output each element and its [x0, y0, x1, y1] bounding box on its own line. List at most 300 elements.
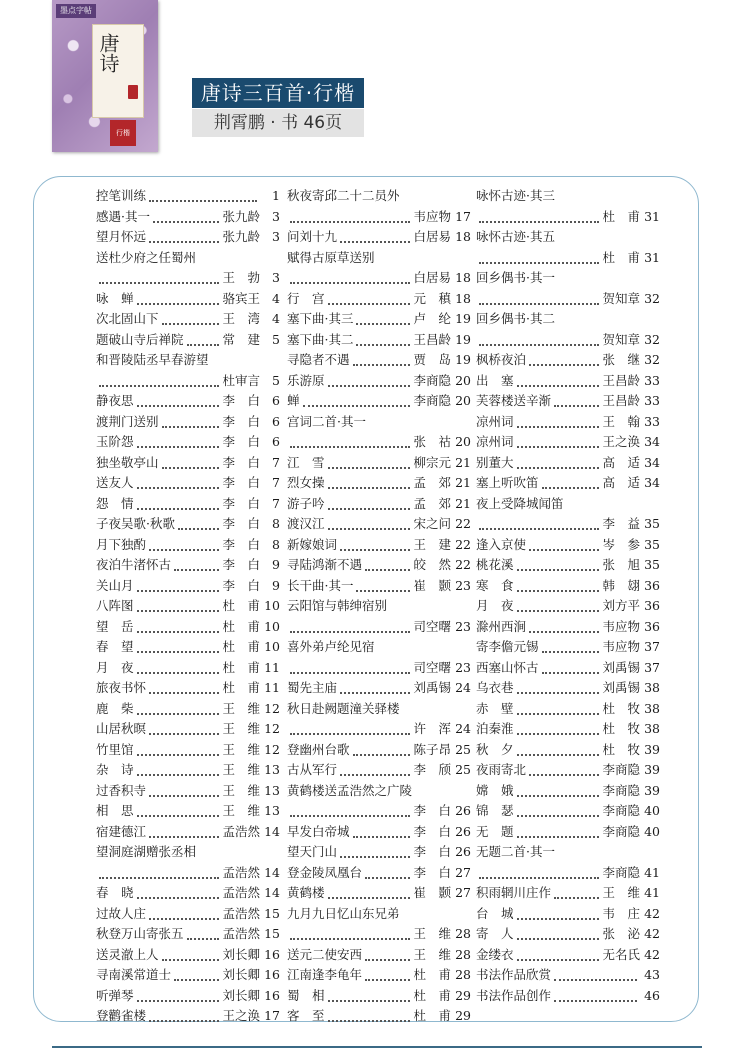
toc-entry-page: 34: [644, 454, 660, 470]
toc-entry-author: 孟浩然: [222, 926, 260, 941]
toc-entry: [96, 473, 280, 494]
cover-tag: 行楷: [110, 120, 136, 146]
toc-entry-page: 41: [644, 885, 660, 900]
toc-entry: [96, 350, 280, 371]
dot-leader: [137, 403, 220, 407]
toc-entry-title: 咏 蝉: [96, 290, 134, 306]
dot-leader: [187, 936, 220, 940]
toc-entry: [96, 617, 280, 638]
toc-entry-title: 塞上听吹笛: [476, 475, 539, 490]
toc-entry: [287, 965, 471, 986]
toc-entry-title: 关山月: [96, 577, 134, 593]
toc-entry-page: 38: [644, 700, 660, 716]
toc-entry-author: 白居易: [413, 270, 451, 285]
toc-entry-title: 凉州词: [476, 413, 514, 429]
toc-entry: [96, 555, 280, 576]
toc-entry: [287, 268, 471, 289]
toc-entry: [476, 678, 660, 699]
toc-entry-page: 21: [455, 454, 471, 470]
toc-entry: [476, 842, 660, 863]
toc-entry-page: 19: [455, 331, 471, 347]
toc-entry: [476, 432, 660, 453]
toc-entry-author: 李 白: [222, 516, 260, 531]
toc-entry-page: 8: [272, 516, 280, 531]
toc-entry-title: 春 望: [96, 639, 134, 654]
toc-entry-title: 望 岳: [96, 618, 134, 634]
toc-entry-title: 寻隐者不遇: [287, 352, 350, 367]
dot-leader: [137, 444, 220, 448]
toc-entry: [287, 350, 471, 371]
toc-entry: [287, 309, 471, 330]
toc-entry-title: 台 城: [476, 905, 514, 921]
toc-entry-page: 13: [264, 762, 280, 777]
toc-entry: [287, 289, 471, 310]
dot-leader: [290, 219, 410, 223]
toc-entry-title: 望洞庭湖赠张丞相: [96, 844, 197, 859]
toc-entry-title: 咏怀古迹·其五: [476, 229, 555, 244]
toc-entry-page: 31: [644, 249, 660, 265]
toc-entry-author: 张 旭: [602, 557, 640, 572]
toc-entry-author: 杜 甫: [413, 987, 451, 1003]
toc-entry-author: 李商隐: [602, 823, 640, 839]
dot-leader: [542, 485, 600, 489]
dot-leader: [162, 424, 220, 428]
dot-leader: [479, 875, 599, 879]
toc-entry: [96, 514, 280, 535]
toc-entry: [476, 699, 660, 720]
dot-leader: [340, 239, 410, 243]
toc-entry-title: 江南逢李龟年: [287, 967, 363, 982]
toc-entry-title: 竹里馆: [96, 741, 134, 757]
toc-entry-author: 刘长卿: [222, 987, 260, 1003]
toc-entry-title: 过故人庄: [96, 905, 147, 921]
toc-entry-author: 李 白: [222, 413, 260, 429]
toc-entry-page: 35: [644, 536, 660, 552]
toc-entry-title: 旅夜书怀: [96, 680, 147, 695]
toc-entry: [96, 1006, 280, 1027]
toc-entry-author: 李 白: [222, 577, 260, 593]
toc-entry: [287, 883, 471, 904]
toc-entry: [476, 453, 660, 474]
dot-leader: [365, 957, 410, 961]
toc-entry-page: 7: [272, 495, 280, 511]
dot-leader: [554, 895, 599, 899]
dot-leader: [149, 793, 219, 797]
toc-entry-title: 乌衣巷: [476, 680, 514, 695]
toc-entry-title: 逢入京使: [476, 536, 527, 552]
toc-entry-author: 王昌龄: [602, 393, 640, 408]
dot-leader: [290, 936, 410, 940]
toc-entry-title: 行 宫: [287, 290, 325, 306]
toc-entry-author: 杜 甫: [222, 618, 260, 634]
toc-entry-author: 刘方平: [602, 598, 640, 613]
toc-entry-page: 13: [264, 782, 280, 798]
toc-entry-title: 听弹琴: [96, 987, 134, 1003]
toc-entry: [287, 658, 471, 679]
toc-entry: [96, 945, 280, 966]
toc-entry-title: 塞下曲·其三: [287, 311, 354, 326]
toc-entry-title: 八阵图: [96, 598, 134, 613]
dot-leader: [365, 977, 410, 981]
toc-entry-page: 46: [644, 987, 660, 1003]
toc-entry-page: 11: [264, 680, 280, 695]
toc-entry: [476, 473, 660, 494]
toc-entry: [96, 801, 280, 822]
toc-entry: [96, 637, 280, 658]
dot-leader: [137, 670, 220, 674]
toc-entry-page: 41: [644, 864, 660, 880]
toc-entry-title: 登鹳雀楼: [96, 1008, 147, 1023]
dot-leader: [149, 690, 219, 694]
toc-entry: [96, 678, 280, 699]
toc-entry: [96, 330, 280, 351]
toc-entry-title: 寄 人: [476, 926, 514, 941]
toc-entry-title: 宫词二首·其一: [287, 413, 366, 429]
dot-leader: [328, 506, 411, 510]
dot-leader: [365, 567, 410, 571]
toc-entry: [476, 350, 660, 371]
toc-entry: [287, 207, 471, 228]
toc-entry-title: 问刘十九: [287, 229, 338, 244]
toc-entry: [287, 637, 471, 658]
toc-entry-title: 长干曲·其一: [287, 577, 354, 593]
dot-leader: [517, 424, 600, 428]
toc-entry: [96, 842, 280, 863]
toc-entry-title: 积雨辋川庄作: [476, 885, 552, 900]
toc-entry-author: 李 白: [222, 495, 260, 511]
dot-leader: [178, 526, 220, 530]
toc-entry: [476, 207, 660, 228]
toc-entry-author: 皎 然: [413, 557, 451, 572]
toc-entry-page: 17: [264, 1008, 280, 1023]
toc-entry-title: 寒 食: [476, 577, 514, 593]
toc-entry: [287, 924, 471, 945]
dot-leader: [542, 649, 600, 653]
toc-entry-author: 王 维: [222, 721, 260, 736]
toc-entry: [287, 699, 471, 720]
toc-entry-author: 李 白: [222, 393, 260, 408]
toc-entry: [96, 719, 280, 740]
toc-entry: [287, 391, 471, 412]
dot-leader: [353, 834, 411, 838]
toc-entry-author: 韩 翃: [602, 577, 640, 593]
toc-entry: [96, 248, 280, 269]
toc-entry: [476, 883, 660, 904]
toc-entry-title: 咏怀古迹·其三: [476, 188, 555, 203]
toc-entry-title: 山居秋暝: [96, 721, 147, 736]
toc-entry-author: 李商隐: [602, 762, 640, 777]
dot-leader: [517, 834, 600, 838]
dot-leader: [479, 526, 599, 530]
toc-entry-title: 过香积寺: [96, 782, 147, 798]
toc-entry-author: 李 益: [602, 516, 640, 531]
dot-leader: [149, 834, 219, 838]
dot-leader: [290, 670, 410, 674]
toc-entry-author: 李商隐: [602, 864, 640, 880]
toc-entry-page: 4: [272, 311, 280, 326]
toc-entry-author: 白居易: [413, 229, 451, 244]
cover-title-card: [92, 24, 144, 118]
toc-entry-title: 怨 情: [96, 495, 134, 511]
dot-leader: [137, 998, 220, 1002]
toc-entry-title: 桃花溪: [476, 557, 514, 572]
toc-entry-page: 3: [272, 270, 280, 285]
toc-entry-author: 刘禹锡: [602, 659, 640, 675]
toc-entry-title: 无 题: [476, 823, 514, 839]
toc-entry-author: 韦应物: [413, 208, 451, 224]
dot-leader: [479, 342, 599, 346]
toc-entry: [476, 801, 660, 822]
toc-entry: [287, 371, 471, 392]
toc-entry-author: 王 维: [222, 762, 260, 777]
toc-entry-author: 刘长卿: [222, 946, 260, 962]
toc-entry-author: 杜 牧: [602, 700, 640, 716]
dot-leader: [99, 280, 219, 284]
toc-entry-author: 王 维: [222, 700, 260, 716]
toc-entry: [96, 822, 280, 843]
dot-leader: [328, 301, 411, 305]
toc-entry: [476, 494, 660, 515]
toc-entry: [476, 186, 660, 207]
toc-column-1: [96, 186, 280, 1027]
toc-entry-author: 孟浩然: [222, 885, 260, 900]
toc-entry-page: 25: [455, 741, 471, 757]
dot-leader: [137, 711, 220, 715]
toc-entry: [287, 248, 471, 269]
toc-entry-page: 32: [644, 290, 660, 306]
toc-entry-author: 王 维: [413, 926, 451, 941]
dot-leader: [174, 977, 219, 981]
toc-entry: [96, 432, 280, 453]
toc-entry: [96, 576, 280, 597]
dot-leader: [328, 998, 411, 1002]
dot-leader: [149, 239, 219, 243]
toc-entry: [96, 699, 280, 720]
toc-entry-page: 24: [455, 721, 471, 736]
toc-entry-page: 5: [272, 372, 280, 388]
dot-leader: [517, 916, 600, 920]
toc-entry-author: 张 继: [602, 352, 640, 367]
toc-entry-page: 39: [644, 782, 660, 798]
dot-leader: [328, 1018, 411, 1022]
toc-entry: [96, 391, 280, 412]
toc-entry-title: 新嫁娘词: [287, 536, 338, 552]
toc-entry-author: 张 泌: [602, 926, 640, 941]
toc-entry-author: 崔 颢: [413, 577, 451, 593]
toc-entry-author: 王之涣: [602, 434, 640, 449]
toc-entry-title: 回乡偶书·其二: [476, 311, 555, 326]
dot-leader: [529, 362, 599, 366]
toc-entry: [476, 637, 660, 658]
toc-entry: [476, 371, 660, 392]
toc-entry-title: 望天门山: [287, 844, 338, 859]
toc-entry-page: 26: [455, 823, 471, 839]
dot-leader: [290, 280, 410, 284]
toc-entry-author: 刘禹锡: [413, 680, 451, 695]
dot-leader: [137, 301, 220, 305]
toc-entry-page: 20: [455, 372, 471, 388]
toc-entry-page: 12: [264, 721, 280, 736]
toc-entry-page: 37: [644, 639, 660, 654]
toc-entry-page: 28: [455, 946, 471, 962]
toc-entry-author: 卢 纶: [413, 311, 451, 326]
cover-seal: [128, 85, 138, 99]
toc-entry-page: 36: [644, 618, 660, 634]
toc-entry: [287, 596, 471, 617]
cover-brand-logo: 墨点字帖: [56, 4, 96, 18]
toc-entry-title: 秋夜寄邱二十二员外: [287, 188, 400, 203]
dot-leader: [137, 752, 220, 756]
toc-entry-page: 29: [455, 987, 471, 1003]
dot-leader: [99, 875, 219, 879]
toc-entry-page: 3: [272, 229, 280, 244]
toc-entry: [476, 965, 660, 986]
toc-entry: [287, 227, 471, 248]
toc-entry: [287, 494, 471, 515]
toc-entry-title: 鹿 柴: [96, 700, 134, 716]
toc-entry-author: 司空曙: [413, 618, 451, 634]
toc-entry-page: 10: [264, 618, 280, 634]
toc-entry-title: 云阳馆与韩绅宿别: [287, 598, 388, 613]
dot-leader: [149, 916, 219, 920]
toc-entry-author: 王 维: [222, 803, 260, 818]
toc-entry-author: 常 建: [222, 331, 260, 347]
toc-entry: [476, 719, 660, 740]
toc-entry: [476, 863, 660, 884]
toc-entry-title: 书法作品创作: [476, 987, 552, 1003]
toc-entry-author: 孟 郊: [413, 475, 451, 490]
toc-entry-page: 23: [455, 659, 471, 675]
toc-entry: [287, 617, 471, 638]
dot-leader: [517, 813, 600, 817]
toc-entry: [287, 535, 471, 556]
toc-entry: [287, 432, 471, 453]
toc-column-3: [476, 186, 660, 1006]
toc-entry-page: 15: [264, 926, 280, 941]
toc-entry-page: 27: [455, 864, 471, 880]
toc-entry-title: 秋 夕: [476, 741, 514, 757]
dot-leader: [542, 670, 600, 674]
toc-entry-page: 25: [455, 762, 471, 777]
toc-entry-page: 38: [644, 721, 660, 736]
toc-entry: [96, 268, 280, 289]
dot-leader: [517, 567, 600, 571]
toc-entry: [476, 309, 660, 330]
toc-entry-author: 张九龄: [222, 229, 260, 244]
toc-entry-page: 35: [644, 557, 660, 572]
toc-entry-author: 宋之问: [413, 516, 451, 531]
dot-leader: [328, 526, 411, 530]
toc-entry-author: 王 建: [413, 536, 451, 552]
toc-entry-title: 夜上受降城闻笛: [476, 495, 564, 511]
dot-leader: [340, 854, 410, 858]
toc-entry-author: 王 维: [602, 885, 640, 900]
toc-entry-author: 杜 牧: [602, 721, 640, 736]
dot-leader: [517, 731, 600, 735]
toc-entry-author: 李 白: [222, 454, 260, 470]
toc-entry-page: 15: [264, 905, 280, 921]
toc-entry-title: 九月九日忆山东兄弟: [287, 905, 400, 921]
toc-entry: [287, 576, 471, 597]
dot-leader: [328, 383, 411, 387]
dot-leader: [290, 813, 410, 817]
toc-entry-author: 司空曙: [413, 659, 451, 675]
dot-leader: [137, 485, 220, 489]
toc-entry-author: 王 维: [222, 741, 260, 757]
dot-leader: [137, 895, 220, 899]
toc-entry-page: 16: [264, 967, 280, 982]
toc-entry: [476, 945, 660, 966]
toc-entry-page: 14: [264, 885, 280, 900]
toc-entry-author: 高 适: [602, 475, 640, 490]
dot-leader: [149, 1018, 219, 1022]
toc-entry-page: 22: [455, 516, 471, 531]
toc-entry-title: 游子吟: [287, 495, 325, 511]
toc-entry-title: 黄鹤楼: [287, 885, 325, 900]
toc-entry: [476, 268, 660, 289]
toc-entry-page: 17: [455, 208, 471, 224]
toc-entry-title: 次北固山下: [96, 311, 159, 326]
toc-entry-title: 杂 诗: [96, 762, 134, 777]
dot-leader: [517, 690, 600, 694]
toc-entry-author: 高 适: [602, 454, 640, 470]
toc-entry-page: 16: [264, 987, 280, 1003]
toc-entry: [287, 842, 471, 863]
toc-entry-page: 26: [455, 803, 471, 818]
toc-entry: [476, 289, 660, 310]
dot-leader: [517, 608, 600, 612]
toc-entry-page: 14: [264, 864, 280, 880]
toc-entry-title: 送元二使安西: [287, 946, 363, 962]
toc-entry-page: 32: [644, 331, 660, 347]
toc-entry-page: 36: [644, 598, 660, 613]
toc-entry: [96, 186, 280, 207]
toc-entry-page: 5: [272, 331, 280, 347]
toc-entry: [476, 227, 660, 248]
toc-entry-title: 独坐敬亭山: [96, 454, 159, 470]
dot-leader: [137, 506, 220, 510]
dot-leader: [353, 362, 411, 366]
toc-entry-page: 22: [455, 536, 471, 552]
toc-entry-page: 7: [272, 475, 280, 490]
toc-entry-author: 杜 牧: [602, 741, 640, 757]
toc-entry-title: 秋登万山寄张五: [96, 926, 184, 941]
toc-entry: [287, 678, 471, 699]
toc-entry: [476, 617, 660, 638]
dot-leader: [137, 649, 220, 653]
toc-entry-author: 杜 甫: [602, 249, 640, 265]
dot-leader: [187, 342, 220, 346]
toc-entry-title: 书法作品欣赏: [476, 967, 552, 982]
toc-entry-page: 33: [644, 413, 660, 429]
toc-entry-title: 嫦 娥: [476, 782, 514, 798]
toc-entry-page: 33: [644, 372, 660, 388]
toc-entry-page: 14: [264, 823, 280, 839]
toc-entry-author: 无名氏: [602, 946, 640, 962]
toc-entry: [476, 248, 660, 269]
toc-entry-title: 别董大: [476, 454, 514, 470]
toc-entry-author: 贺知章: [602, 331, 640, 347]
toc-entry: [96, 227, 280, 248]
toc-entry-title: 赤 壁: [476, 700, 514, 716]
toc-entry: [287, 719, 471, 740]
toc-entry-title: 控笔训练: [96, 188, 147, 203]
toc-entry: [287, 330, 471, 351]
toc-entry-title: 寻陆鸿渐不遇: [287, 557, 363, 572]
dot-leader: [479, 301, 599, 305]
toc-entry-author: 李 白: [413, 823, 451, 839]
dot-leader: [517, 793, 600, 797]
